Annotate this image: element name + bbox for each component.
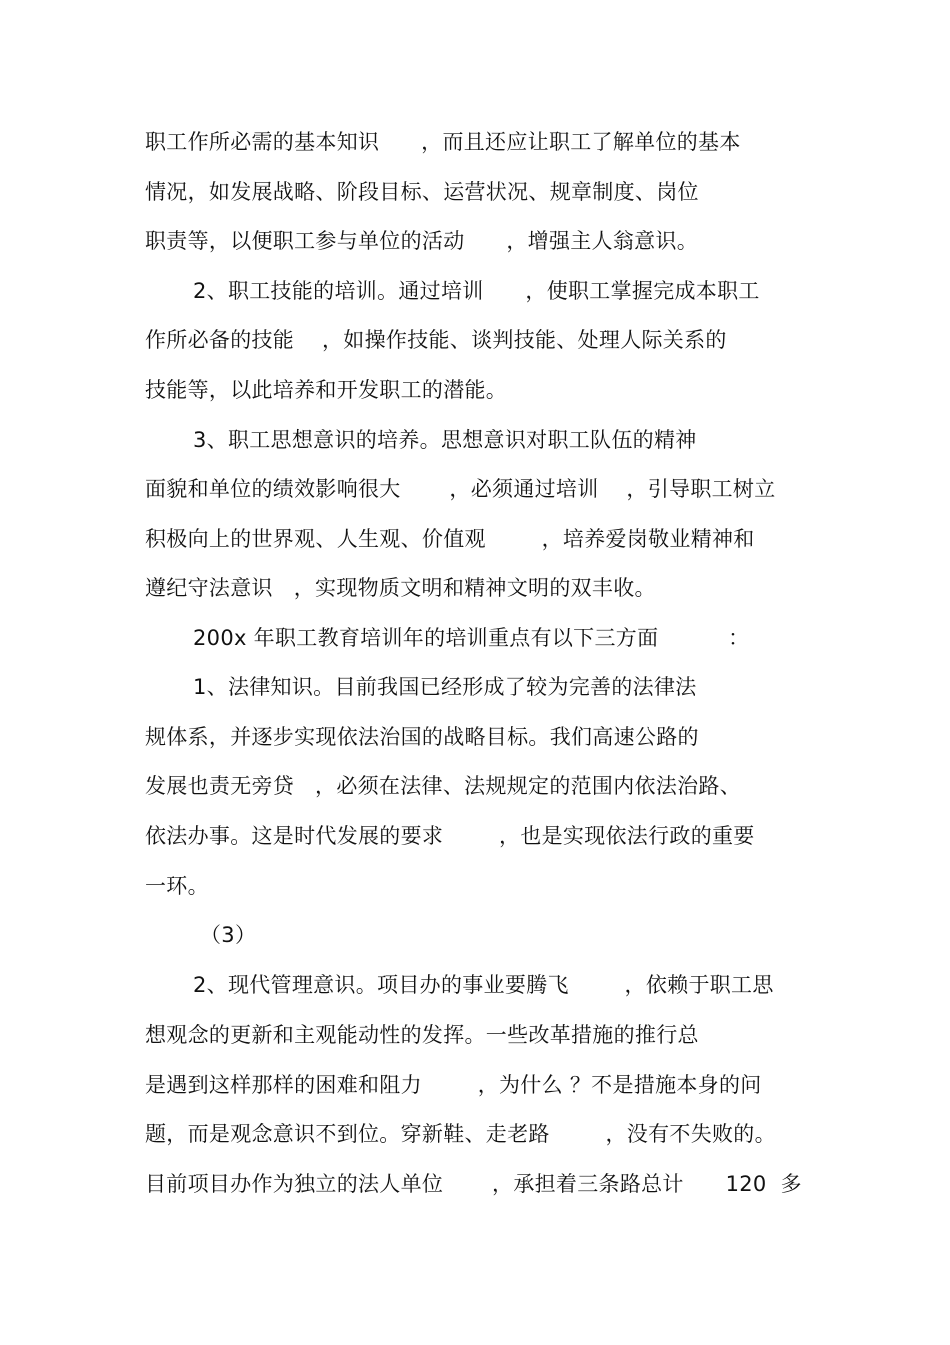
text-line: 200x 年职工教育培训年的培训重点有以下三方面 ： [193,626,750,650]
text-line: 面貌和单位的绩效影响很大 ，必须通过培训 ，引导职工树立 [145,477,776,501]
text-line: 作所必备的技能 ，如操作技能、谈判技能、处理人际关系的 [145,328,727,352]
text-line: 目前项目办作为独立的法人单位 ，承担着三条路总计 120 多 [145,1172,802,1196]
text-line: 情况，如发展战略、阶段目标、运营状况、规章制度、岗位 [145,180,699,204]
text-line: 规体系，并逐步实现依法治国的战略目标。我们高速公路的 [145,725,699,749]
text-line: 职责等，以便职工参与单位的活动 ，增强主人翁意识。 [145,229,699,253]
text-line: 遵纪守法意识 ，实现物质文明和精神文明的双丰收。 [145,576,656,600]
text-line: 一环。 [145,874,209,898]
text-line: 发展也责无旁贷 ，必须在法律、法规规定的范围内依法治路、 [145,774,742,798]
text-line: 依法办事。这是时代发展的要求 ，也是实现依法行政的重要 [145,824,755,848]
text-line: 想观念的更新和主观能动性的发挥。一些改革措施的推行总 [145,1023,699,1047]
text-line: 是遇到这样那样的困难和阻力 ，为什么 ？不是措施本身的问 [145,1073,762,1097]
text-line: 3、职工思想意识的培养。思想意识对职工队伍的精神 [193,428,697,452]
text-line: （3） [200,923,257,947]
text-line: 技能等，以此培养和开发职工的潜能。 [145,378,508,402]
text-line: 2、现代管理意识。项目办的事业要腾飞 ，依赖于职工思 [193,973,774,997]
text-line: 题，而是观念意识不到位。穿新鞋、走老路 ，没有不失败的。 [145,1122,776,1146]
text-line: 职工作所必需的基本知识 ，而且还应让职工了解单位的基本 [145,130,741,154]
text-line: 2、职工技能的培训。通过培训 ，使职工掌握完成本职工 [193,279,760,303]
text-line: 1、法律知识。目前我国已经形成了较为完善的法律法 [193,675,697,699]
text-line: 积极向上的世界观、人生观、价值观 ，培养爱岗敬业精神和 [145,527,755,551]
